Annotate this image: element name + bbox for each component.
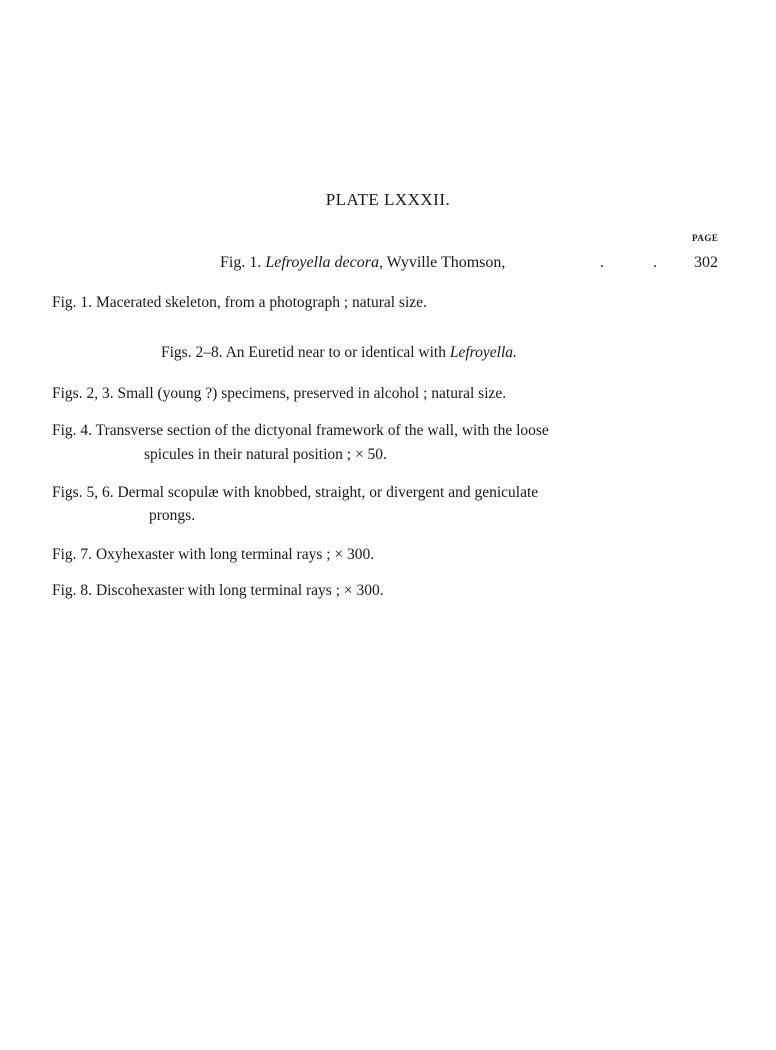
- figure-entry-label: Figs. 2, 3.: [52, 385, 114, 402]
- figure-entry: [52, 418, 549, 443]
- figure-entry-label: Fig. 4.: [52, 422, 93, 439]
- main-figure-species: Lefroyella decora,: [265, 254, 383, 271]
- main-figure-page: 302: [694, 254, 718, 271]
- section-heading-text: Figs. 2–8. An Euretid near to or identical with: [161, 344, 446, 361]
- figure-entry-label: Figs. 5, 6.: [52, 484, 114, 501]
- figure-entry-label: Fig. 1.: [52, 294, 93, 311]
- figure-entry-text: Dermal scopulæ with knobbed, straight, or divergent and geniculate: [117, 484, 539, 501]
- plate-title: PLATE LXXXII.: [325, 190, 451, 209]
- section-heading: [161, 344, 517, 362]
- figure-entry: [52, 381, 506, 406]
- figure-entry-text: Transverse section of the dictyonal framework of the wall, with the loose: [95, 422, 549, 439]
- page-column-heading: PAGE: [692, 233, 719, 243]
- figure-entry-text: Oxyhexaster with long terminal rays ; × 300.: [95, 546, 375, 563]
- main-figure-author: Wyville Thomson,: [386, 254, 506, 271]
- figure-entry: [52, 578, 384, 603]
- main-figure-label: Fig. 1.: [220, 254, 262, 271]
- figure-entry-continuation: spicules in their natural position ; × 50.: [144, 446, 387, 463]
- main-figure-line: [220, 254, 505, 272]
- figure-entry: [52, 480, 538, 505]
- leader-dots: . .: [600, 254, 657, 271]
- figure-entry-text: Discohexaster with long terminal rays ; × 300.: [95, 582, 384, 599]
- figure-entry-label: Fig. 8.: [52, 582, 93, 599]
- figure-entry-continuation: prongs.: [149, 507, 196, 524]
- figure-entry-label: Fig. 7.: [52, 546, 93, 563]
- figure-entry: [52, 542, 374, 567]
- figure-entry-text: Small (young ?) specimens, preserved in alcohol ; natural size.: [117, 385, 507, 402]
- figure-entry-text: Macerated skeleton, from a photograph ; natural size.: [95, 294, 427, 311]
- section-heading-species: Lefroyella.: [449, 344, 517, 361]
- figure-entry: [52, 290, 427, 315]
